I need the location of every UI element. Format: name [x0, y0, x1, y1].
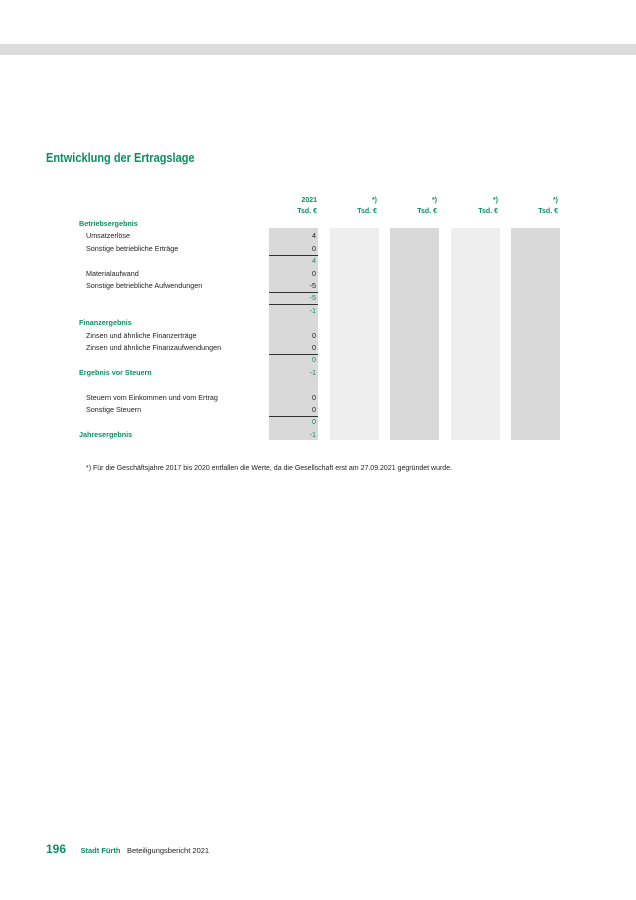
row-value-2021: -1: [309, 367, 316, 377]
row-value-2021: 4: [312, 256, 316, 266]
section-row: [0, 429, 636, 441]
row-value-2021: 0: [312, 268, 316, 278]
table-row: [0, 230, 636, 242]
section-title: Entwicklung der Ertragslage: [46, 151, 195, 165]
table-row: [0, 404, 636, 416]
row-value-2021: 0: [312, 343, 316, 352]
column-header-year: *): [371, 197, 377, 204]
table-row: [0, 392, 636, 404]
row-label: Zinsen und ähnliche Finanzerträge: [86, 330, 197, 340]
row-label: Sonstige betriebliche Aufwendungen: [86, 281, 203, 290]
row-value-2021: 0: [312, 392, 316, 402]
footer-brand: Stadt Fürth: [80, 846, 121, 855]
subtotal-row: [0, 255, 636, 267]
table-row: [0, 330, 636, 342]
footnote: *) Für die Geschäftsjahre 2017 bis 2020 entfallen die Werte, da die Gesellschaft erst am 27.09.2021 gegründet wurde.: [86, 465, 453, 472]
footer-report-title: Beteiligungsbericht 2021: [126, 846, 210, 855]
section-row: [0, 367, 636, 379]
row-value-2021: -5: [309, 293, 316, 303]
table-row: [0, 280, 636, 292]
section-row: [0, 218, 636, 230]
row-value-2021: 0: [312, 405, 316, 414]
table-row: [0, 342, 636, 354]
row-label: Sonstige betriebliche Erträge: [86, 243, 179, 253]
row-label: Materialaufwand: [86, 268, 139, 278]
row-value-2021: -1: [309, 305, 316, 315]
row-label: Jahresergebnis: [79, 429, 133, 439]
row-label: Steuern vom Einkommen und vom Ertrag: [86, 392, 218, 402]
section-row: [0, 317, 636, 329]
subtotal-row: [0, 416, 636, 428]
column-header-unit: Tsd. €: [297, 208, 317, 215]
row-label: Ergebnis vor Steuern: [79, 367, 152, 377]
row-value-2021: -5: [309, 281, 316, 290]
column-header-year: *): [431, 197, 437, 204]
page-number: 196: [46, 842, 67, 856]
page-footer: [46, 840, 209, 858]
column-header-unit: Tsd. €: [417, 208, 437, 215]
subtotal-row: [0, 305, 636, 317]
row-value-2021: 0: [312, 330, 316, 340]
table-row: [0, 379, 636, 391]
column-header-unit: Tsd. €: [538, 208, 558, 215]
column-header-year: 2021: [301, 197, 317, 204]
row-label: Zinsen und ähnliche Finanzaufwendungen: [86, 343, 222, 352]
row-value-2021: 0: [312, 355, 316, 365]
table-row: [0, 243, 636, 255]
column-header-unit: Tsd. €: [478, 208, 498, 215]
top-bar: [0, 44, 636, 55]
row-value-2021: -1: [309, 429, 316, 439]
row-value-2021: 0: [312, 417, 316, 427]
row-label: Betriebsergebnis: [79, 219, 138, 228]
row-value-2021: 4: [312, 231, 316, 241]
row-value-2021: 0: [312, 243, 316, 253]
row-label: Sonstige Steuern: [86, 405, 142, 414]
row-label: Umsatzerlöse: [86, 231, 130, 241]
row-label: Finanzergebnis: [79, 318, 132, 328]
subtotal-row: [0, 354, 636, 366]
column-header-year: *): [492, 197, 498, 204]
subtotal-row: [0, 292, 636, 304]
table-row: [0, 268, 636, 280]
column-header-unit: Tsd. €: [357, 208, 377, 215]
column-header-year: *): [552, 197, 558, 204]
